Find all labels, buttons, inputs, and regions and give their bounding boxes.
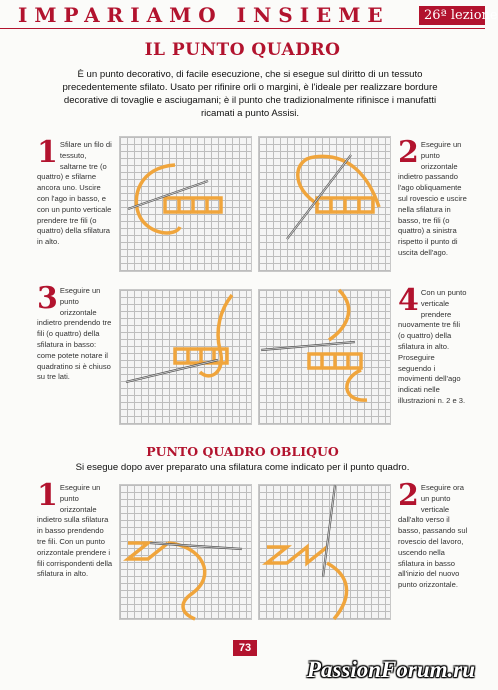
oblique-step-2-text: Eseguire ora un punto verticale dall'alto verso il basso, passando sul rovescio del lavoro, uscendo nella sfilatura in basso all'inizio del nuovo punto orizzontale. xyxy=(398,483,468,590)
step-2-illustration xyxy=(258,136,391,272)
section-title: PUNTO QUADRO OBLIQUO xyxy=(146,444,339,459)
step-4-illustration xyxy=(258,289,391,425)
step-2-text: Eseguire un punto orizzontale indietro passando l'ago obliquamente sul rovescio e uscire nella sfilatura in basso, tre fili (o quattro) a sinistra rispetto il punto di uscita dell'ago. xyxy=(398,140,467,257)
oblique-step-1-illustration xyxy=(119,484,252,620)
step-1-text: Sfilare un filo di tessuto, saltarne tre (o quattro) e sfilarne ancora uno. Uscire con l'ago in basso, e con un punto verticale prendere tre fili (o quattro) della sfilatura in alto. xyxy=(37,140,112,247)
series-title: IMPARIAMO INSIEME xyxy=(18,3,390,27)
header-divider xyxy=(0,28,485,29)
step-4-text-block xyxy=(398,283,468,407)
step-1-number: 1 xyxy=(37,135,58,170)
watermark: PassionForum.ru xyxy=(306,657,475,682)
step-4-text: Con un punto verticale prendere nuovamente tre fili (o quattro) della sfilatura in alto. Proseguire seguendo i movimenti dell'ago indicati nelle illustrazioni n. 2 e 3. xyxy=(398,288,467,405)
step-1-text-block xyxy=(37,135,113,248)
step-4-number: 4 xyxy=(398,283,419,318)
page-header xyxy=(0,0,498,30)
intro-paragraph: È un punto decorativo, di facile esecuzione, che si esegue sul diritto di un tessuto precedentemente sfilato. Usato per rifinire orli o margini, è l'ideale per realizzare bordure decorative di tovaglie e asciugamani; è il punto che tradizionalmente rifinisce i manufatti ricamati a punto Assisi. xyxy=(62,69,438,119)
page-number: 73 xyxy=(233,640,257,656)
oblique-step-1-text-block xyxy=(37,478,113,580)
lesson-badge: 26ª lezione xyxy=(419,6,485,25)
section-intro: Si esegue dopo aver preparato una sfilatura come indicato per il punto quadro. xyxy=(75,462,410,473)
step-1-illustration xyxy=(119,136,252,272)
oblique-step-1-number: 1 xyxy=(37,478,58,513)
needle-thread-drawing xyxy=(120,485,251,619)
needle-thread-drawing xyxy=(259,290,390,424)
step-3-text-block xyxy=(37,281,113,383)
needle-thread-drawing xyxy=(120,137,251,271)
step-2-number: 2 xyxy=(398,135,419,170)
step-2-text-block xyxy=(398,135,468,259)
oblique-step-1-text: Eseguire un punto orizzontale indietro sulla sfilatura in basso prendendo tre fili. Con un punto orizzontale prendere i fili corrispondenti della sfilatura in alto. xyxy=(37,483,113,579)
step-3-text: Eseguire un punto orizzontale indietro prendendo tre fili (o quattro) della sfilatura in basso: come potete notare il quadratino si è chiuso su tre lati. xyxy=(37,286,112,382)
needle-thread-drawing xyxy=(259,137,390,271)
needle-thread-drawing xyxy=(120,290,251,424)
step-3-illustration xyxy=(119,289,252,425)
oblique-step-2-number: 2 xyxy=(398,478,419,513)
oblique-step-2-text-block xyxy=(398,478,468,591)
needle-thread-drawing xyxy=(259,485,390,619)
oblique-step-2-illustration xyxy=(258,484,391,620)
step-3-number: 3 xyxy=(37,281,58,316)
page-title: IL PUNTO QUADRO xyxy=(144,40,341,60)
